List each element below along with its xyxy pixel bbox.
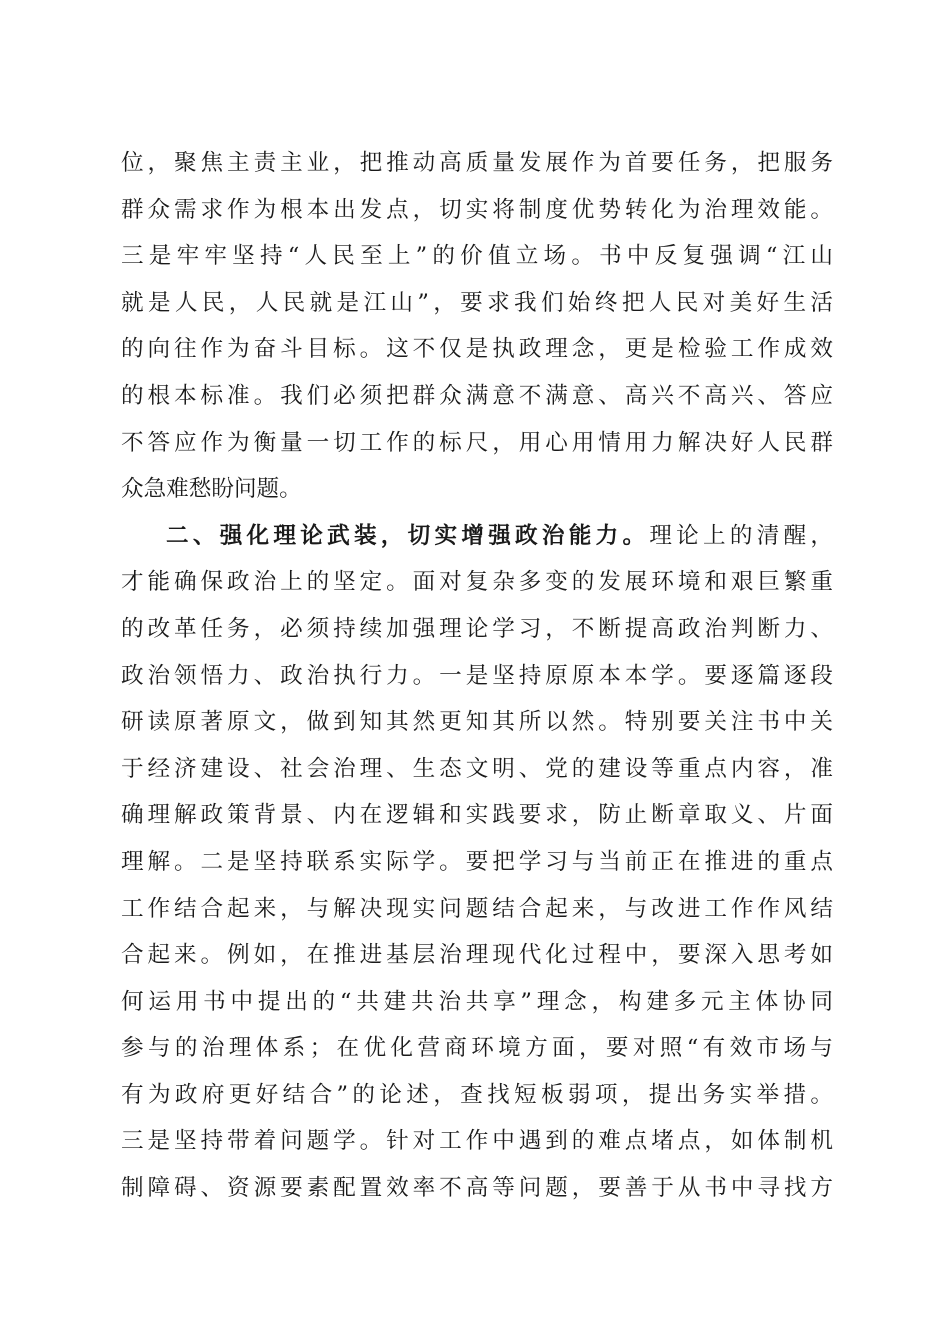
text-line: 众急难愁盼问题。: [121, 476, 302, 503]
text-line: 的向往作为奋斗目标。这不仅是执政理念，更是检验工作成效: [121, 336, 833, 363]
document-body: [121, 140, 833, 1212]
text-line: 政治领悟力、政治执行力。一是坚持原原本本学。要逐篇逐段: [121, 662, 833, 689]
text-line: 三是坚持带着问题学。针对工作中遇到的难点堵点，如体制机: [121, 1128, 833, 1155]
text-line: 确理解政策背景、内在逻辑和实践要求，防止断章取义、片面: [121, 802, 833, 829]
text-line: 有为政府更好结合”的论述，查找短板弱项，提出务实举措。: [121, 1081, 833, 1108]
text-line: 何运用书中提出的“共建共治共享”理念，构建多元主体协同: [121, 988, 833, 1015]
text-line: 不答应作为衡量一切工作的标尺，用心用情用力解决好人民群: [121, 429, 833, 456]
text-line: 就是人民，人民就是江山”，要求我们始终把人民对美好生活: [121, 289, 833, 316]
section-heading-rest: 理论上的清醒，: [649, 522, 834, 549]
text-line: 理解。二是坚持联系实际学。要把学习与当前正在推进的重点: [121, 848, 833, 875]
text-line: 研读原著原文，做到知其然更知其所以然。特别要关注书中关: [121, 709, 833, 736]
text-line: 才能确保政治上的坚定。面对复杂多变的发展环境和艰巨繁重: [121, 569, 833, 596]
text-line: 三是牢牢坚持“人民至上”的价值立场。书中反复强调“江山: [121, 243, 833, 270]
text-line: 的改革任务，必须持续加强理论学习，不断提高政治判断力、: [121, 615, 833, 642]
text-line: 群众需求作为根本出发点，切实将制度优势转化为治理效能。: [121, 196, 833, 223]
text-line: 参与的治理体系；在优化营商环境方面，要对照“有效市场与: [121, 1035, 833, 1062]
text-line: 于经济建设、社会治理、生态文明、党的建设等重点内容，准: [121, 755, 833, 782]
text-line: 制障碍、资源要素配置效率不高等问题，要善于从书中寻找方: [121, 1175, 833, 1202]
section-heading-line: [121, 513, 833, 560]
text-line: 合起来。例如，在推进基层治理现代化过程中，要深入思考如: [121, 942, 833, 969]
text-line: 的根本标准。我们必须把群众满意不满意、高兴不高兴、答应: [121, 382, 833, 409]
text-line: 工作结合起来，与解决现实问题结合起来，与改进工作作风结: [121, 895, 833, 922]
section-heading: 二、强化理论武装，切实增强政治能力。: [166, 522, 650, 549]
text-line: 位，聚焦主责主业，把推动高质量发展作为首要任务，把服务: [121, 150, 833, 176]
